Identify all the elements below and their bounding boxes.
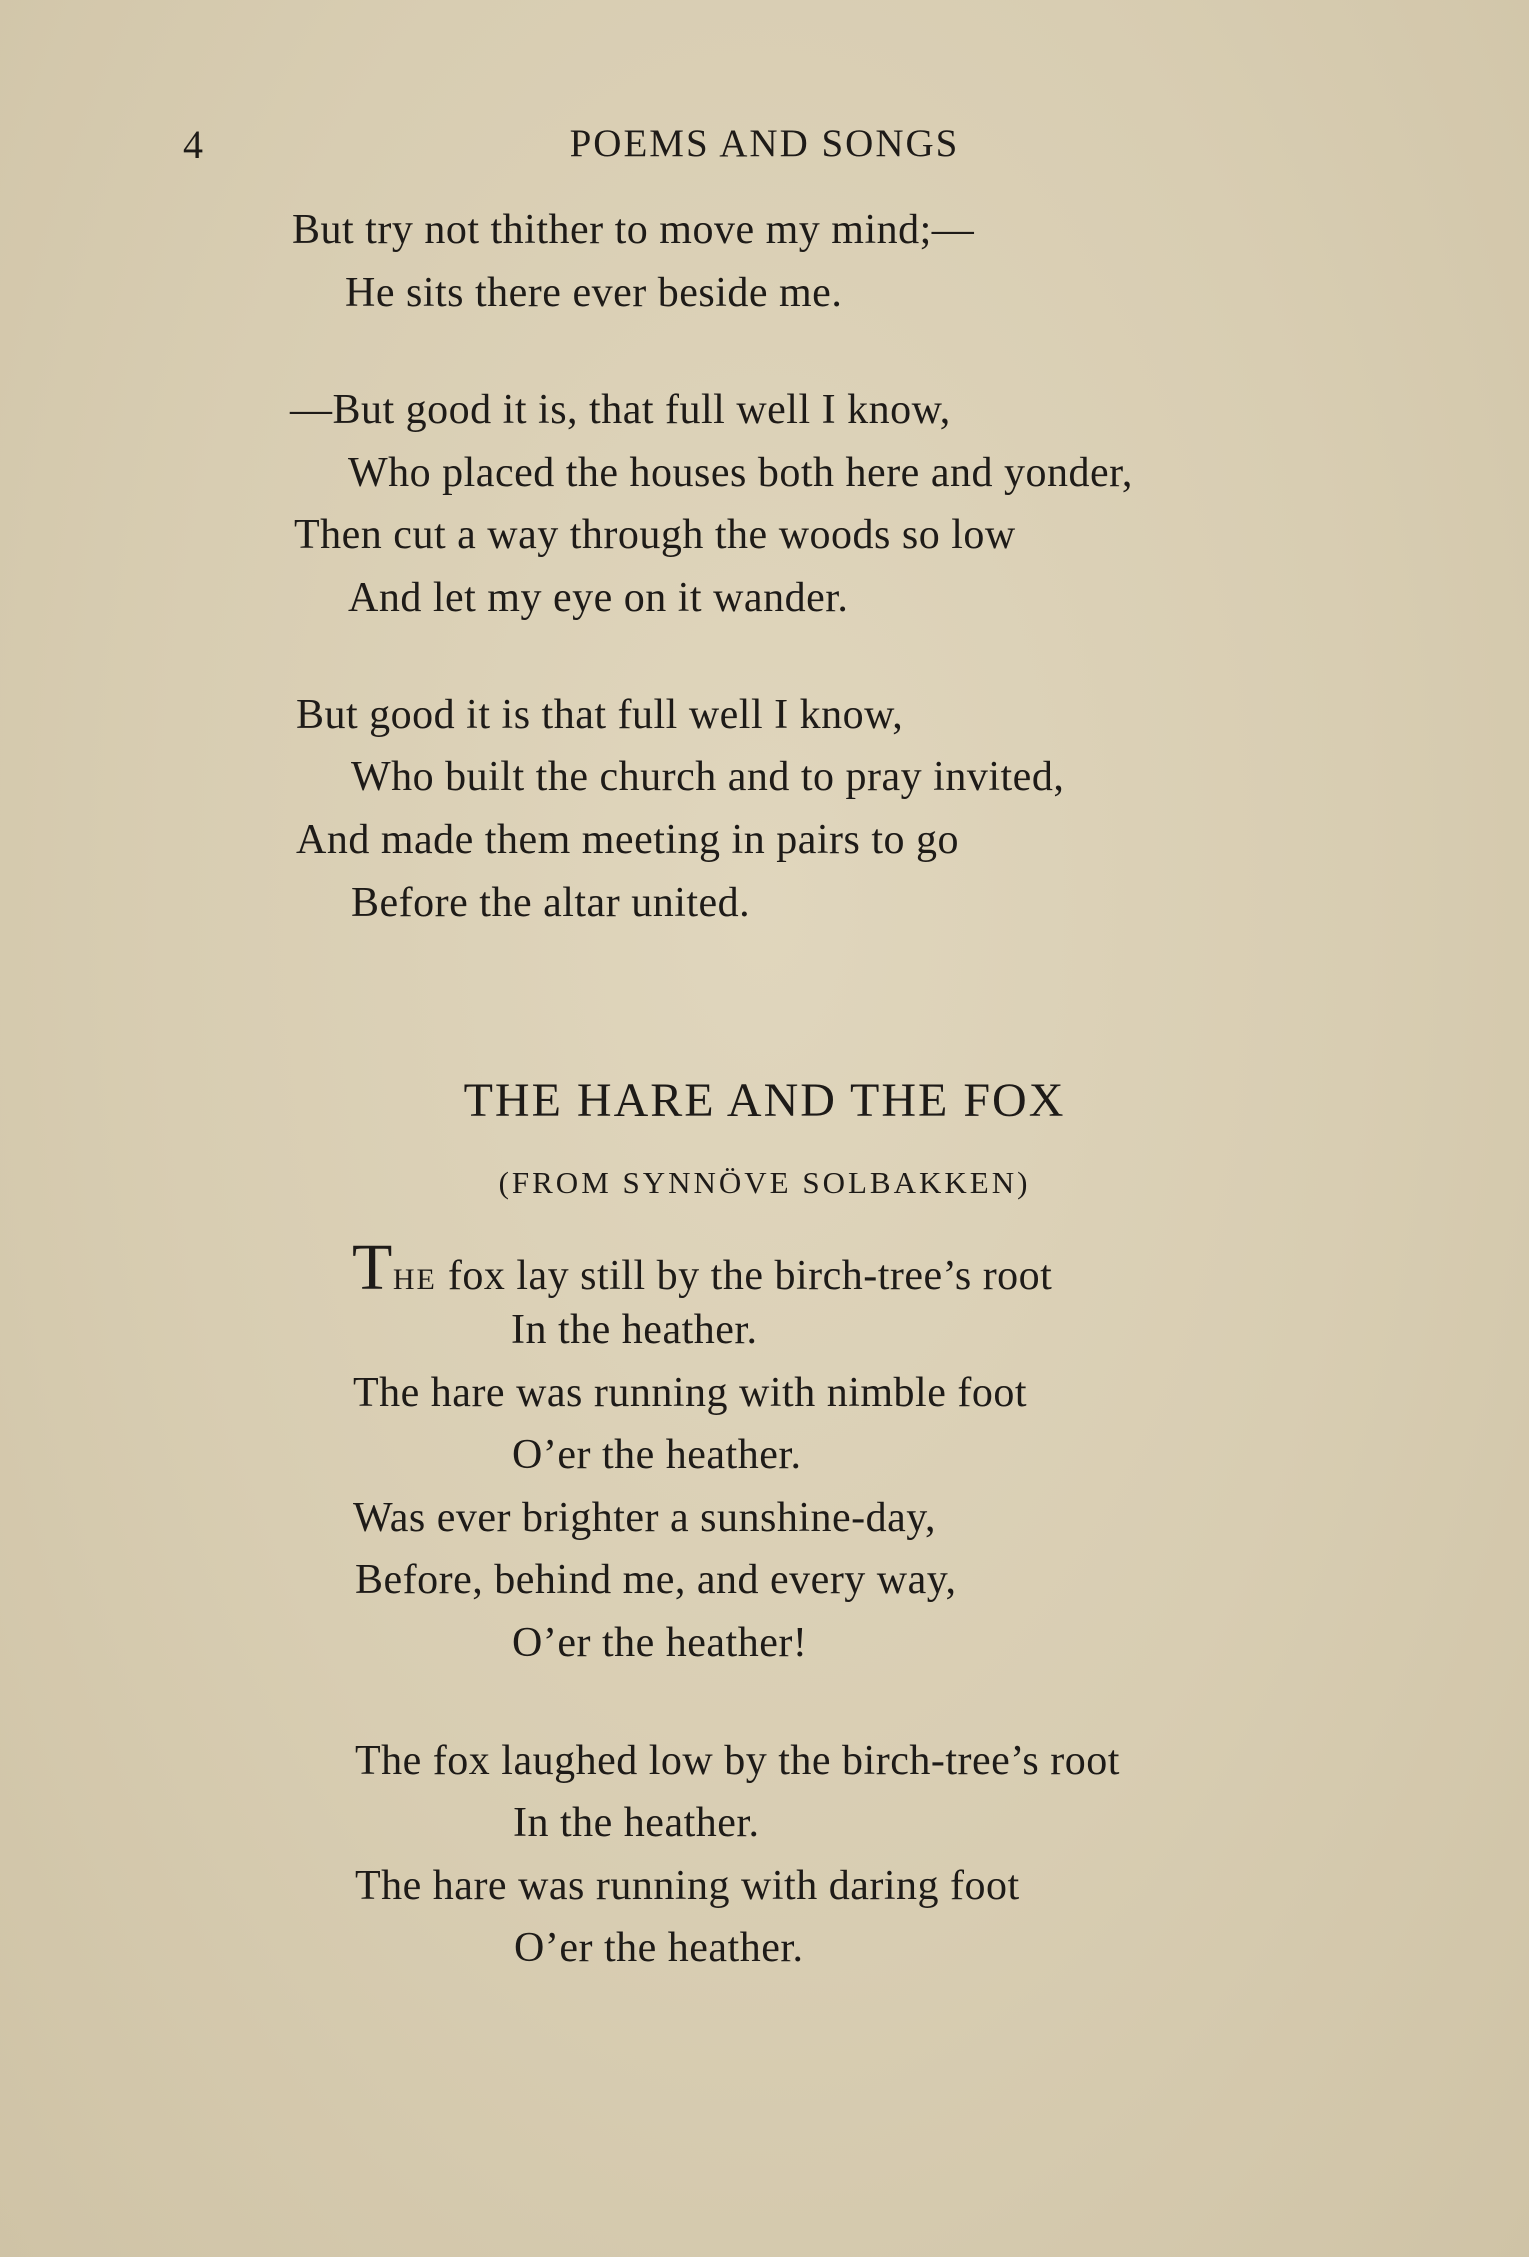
verse-line: Who built the church and to pray invited, (351, 754, 1065, 800)
verse-line: O’er the heather. (512, 1432, 802, 1478)
verse-line: Before, behind me, and every way, (355, 1557, 957, 1603)
verse-line: He sits there ever beside me. (345, 270, 843, 316)
verse-line: The hare was running with nimble foot (353, 1370, 1028, 1416)
page-number: 4 (183, 122, 203, 167)
verse-line: O’er the heather! (512, 1620, 808, 1666)
verse-line: In the heather. (511, 1307, 758, 1353)
verse-line: And made them meeting in pairs to go (296, 817, 960, 863)
verse-line: Before the altar united. (351, 880, 751, 926)
verse-line: Was ever brighter a sunshine-day, (353, 1495, 937, 1541)
verse-line: Who placed the houses both here and yonder, (348, 450, 1133, 496)
verse-line: The hare was running with daring foot (355, 1863, 1020, 1909)
verse-line: Then cut a way through the woods so low (294, 512, 1016, 558)
verse-line: The fox laughed low by the birch-tree’s root (355, 1738, 1120, 1784)
poem-subtitle: (FROM SYNNÖVE SOLBAKKEN) (498, 1165, 1031, 1200)
first-word-small-caps: HE (392, 1263, 437, 1296)
verse-line: But try not thither to move my mind;— (292, 207, 975, 253)
verse-line: —But good it is, that full well I know, (290, 387, 951, 433)
first-line-text: fox lay still by the birch-tree’s root (436, 1253, 1053, 1299)
drop-cap: T (352, 1231, 393, 1304)
poem-title: THE HARE AND THE FOX (463, 1074, 1066, 1127)
verse-line: O’er the heather. (514, 1925, 804, 1971)
running-title: POEMS AND SONGS (569, 122, 960, 165)
verse-line: And let my eye on it wander. (348, 575, 849, 621)
verse-line-first (352, 1231, 1053, 1305)
verse-line: In the heather. (513, 1800, 760, 1846)
verse-line: But good it is that full well I know, (296, 692, 904, 738)
